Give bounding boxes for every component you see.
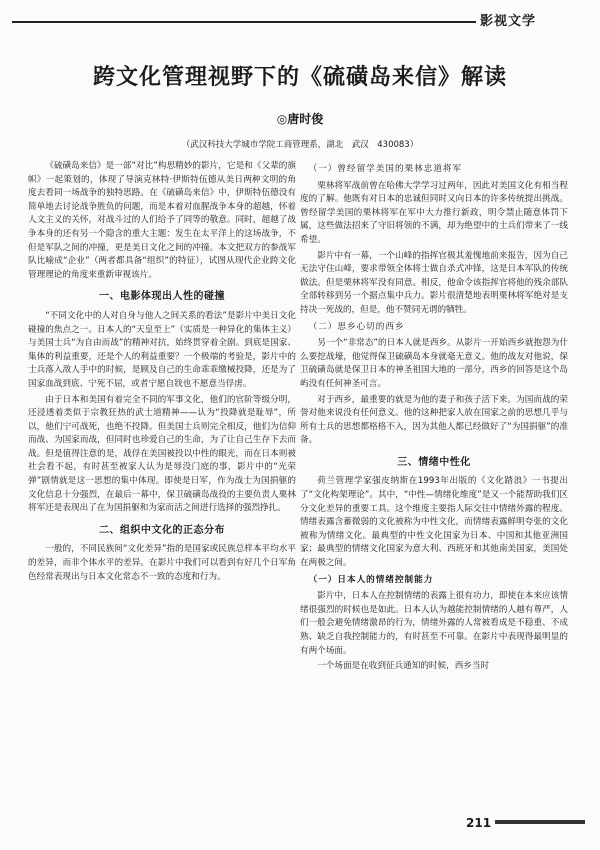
right-heading: （一）日本人的情绪控制能力: [308, 574, 434, 585]
header-rule: [12, 21, 476, 23]
left-paragraph: 由于日本和美国有着完全不同的军事文化，他们的官阶等级分明，还浸透着类似于宗教狂热的武士道精神——认为“投降就是耻辱”，所以，他们宁可战死，也绝不投降。但美国士兵则完全相反，他们为信仰而战、为国家而战，但同时也珍爱自己的生命，为了让自己生存下去而战。但是值得注意的是，战俘在美国被投以中性的眼光，而在日本则被社会看不起，有时甚至被家人认为是辱没门庭的事，影片中的“光荣弹”剧情就是这一思想的集中体现。即使是日军，作为战士为国捐躯的文化信息十分强烈，在最后一幕中，保卫硫磺岛战役的主要负责人栗林将军还是表现出了在为国捐躯和为家而活之间进行选择的强烈挣扎。: [28, 394, 296, 514]
right-paragraph: 影片中有一幕，一个山峰的指挥官极其羞愧地前来报告，因为自己无法守住山峰，要求带领全体将士做自杀式冲锋，这是日本军队的传统做法。但是栗林将军没有同意。相反，他命令该指挥官将他的残余部队全部转移到另一个据点集中兵力。影片很清楚地表明栗林将军绝对是支持决一死战的，但是，他不赞同无谓的牺牲。: [300, 250, 568, 315]
right-paragraph: 栗林将军战前曾在哈佛大学学习过两年，因此对美国文化有相当程度的了解。他既有对日本的忠诚但同时又向日本的许多传统提出挑战。曾经留学美国的栗林将军在军中大力推行新政，明令禁止随意体罚下属，这些做法招来了守旧将领的不满，却为绝望中的士兵们带来了一线希望。: [300, 180, 568, 245]
author: ◎唐时俊: [276, 112, 324, 126]
right-paragraph: 荷兰管理学家强皮纳斯在1993年出版的《文化踏浪》一书提出了“文化构架理论”。其中，“中性—情绪化维度”是又一个能帮助我们区分文化差异的重要工具。这个维度主要指人际交往中情绪外露的程度。情绪表露含蓄微弱的文化被称为中性文化，而情绪表露鲜明夸张的文化被称为情绪文化。最典型的中性文化国家为日本、中国和其他亚洲国家；最典型的情绪文化国家为意大利、西班牙和其他南美国家，美国处在两极之间。: [300, 476, 568, 569]
right-paragraph: 对于西乡，最重要的就是为他的妻子和孩子活下来。为国而战的荣誉对他来说没有任何意义。他的这种把家人放在国家之前的思想几乎与所有士兵的思想都格格不入，因为其他人都已经做好了“为国捐躯”的准备。: [300, 394, 568, 446]
right-paragraph: 另一个“非常态”的日本人就是西乡。从影片一开始西乡就抱怨为什么要挖战壕，他觉得保卫硫磺岛本身就毫无意义。他的战友对他说，保卫硫磺岛就是保卫日本的神圣祖国大地的一部分，西乡的回答是这个岛屿没有任何神圣可言。: [300, 338, 568, 389]
page-number-bar: [495, 820, 585, 824]
right-paragraph: 影片中，日本人在控制情绪的表露上很有功力，即使在本来应该情绪很强烈的时候也是如此。日本人认为越能控制情绪的人越有尊严，人们一般会避免情绪激昂的行为，情绪外露的人常被看成是不稳重、不成熟、缺乏自我控制能力的，有时甚至不可靠。在影片中表现得最明显的有两个场面。: [300, 591, 568, 656]
left-paragraph: “不同文化中的人对自身与他人之间关系的看法”是影片中美日文化碰撞的焦点之一。日本人的“天皇至上”（实质是一种异化的集体主义）与美国士兵“为自由而战”的精神对抗，始终贯穿着全剧。到底是国家、集体的利益重要，还是个人的利益重要？一个极端的考验是，影片中的士兵落入敌人手中的时候，是顾及自己的生命乖乖缴械投降，还是为了国家血战到底、宁死不屈，或者宁愿自戕也不愿意当俘虏。: [28, 310, 296, 389]
section-header: 影视文学: [480, 14, 537, 29]
right-heading: （一）曾经留学美国的栗林忠道将军: [308, 164, 463, 174]
article-title: 跨文化管理视野下的《硫磺岛来信》解读: [92, 64, 507, 90]
right-paragraph: 一个场面是在收到征兵通知的时候，西乡当时: [317, 661, 490, 672]
left-paragraph: 《硫磺岛来信》是一部“对比”构思精妙的影片，它是和《父辈的旗帜》一起策划的，体现了导演克林特·伊斯特伍德从美日两种文明的角度去看同一场战争的独特思路。在《硫磺岛来信》中，伊斯特伍德没有简单地去讨论战争胜负的问题，而是本着对血腥战争本身的超越，怀着人文主义的关怀，对战斗过的人们给予了同等的敬意。同时，超越了战争本身的还有另一个隐含的重大主题：发生在太平洋上的这场战争，不但是军队之间的冲撞，更是美日文化之间的冲撞。本文把双方的参战军队比喻成“企业”（两者都具备“组织”的特征），试图从现代企业跨文化管理理论的角度来重新审视该片。: [28, 161, 296, 280]
page-number: 211: [466, 816, 492, 830]
right-heading: （二）思乡心切的西乡: [308, 321, 405, 332]
right-column: [300, 160, 568, 676]
left-heading: 二、组织中文化的正态分布: [99, 524, 225, 536]
right-heading: 三、情绪中性化: [397, 456, 471, 468]
affiliation: （武汉科技大学城市学院工商管理系，湖北 武汉 430083）: [181, 140, 419, 150]
left-paragraph: 一般的，不同民族间“文化差异”指的是国家或民族总样本平均水平的差异，而非个体水平的差异。在影片中我们可以看到有好几个日军角色经常表现出与日本文化常态不一致的态度和行为。: [28, 544, 296, 582]
left-heading: 一、电影体现出人性的碰撞: [99, 291, 225, 303]
left-column: [28, 160, 296, 586]
